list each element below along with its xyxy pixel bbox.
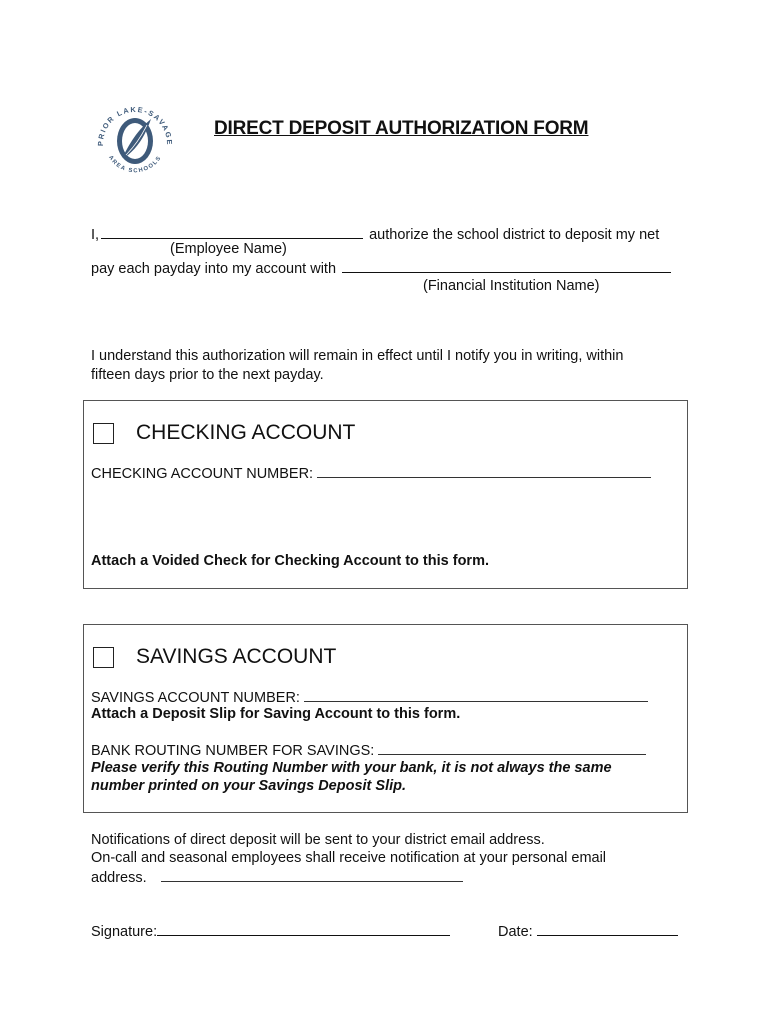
intro-prefix: I, [91,227,100,243]
notifications-line-1: Notifications of direct deposit will be sent to your district email address. [91,832,545,848]
checking-number-field[interactable] [317,463,651,478]
checking-number-line [91,463,651,483]
employee-name-label: (Employee Name) [170,241,287,257]
authorize-text: authorize the school district to deposit my net [369,227,660,243]
savings-account-heading: SAVINGS ACCOUNT [136,645,337,668]
savings-attach-note: Attach a Deposit Slip for Saving Account to this form. [91,706,461,722]
routing-verify-line-1: Please verify this Routing Number with your bank, it is not always the same [91,760,612,776]
notifications-line-2: On-call and seasonal employees shall receive notification at your personal email [91,850,607,866]
payday-text: pay each payday into my account with [91,261,337,277]
employee-name-field[interactable] [101,224,363,239]
understand-line-1: I understand this authorization will remain in effect until I notify you in writing, within [91,348,624,364]
checking-account-checkbox[interactable] [93,423,114,444]
understand-line-2: fifteen days prior to the next payday. [91,367,324,383]
institution-line [91,258,671,278]
routing-number-label: BANK ROUTING NUMBER FOR SAVINGS: [91,743,375,759]
institution-label: (Financial Institution Name) [423,278,600,294]
date-line [498,921,678,941]
checking-number-label: CHECKING ACCOUNT NUMBER: [91,466,314,482]
checking-account-section [83,400,688,589]
personal-email-field[interactable] [161,867,463,882]
signature-line [91,921,450,941]
savings-account-section [83,624,688,813]
date-field[interactable] [537,921,678,936]
institution-name-field[interactable] [342,258,671,273]
savings-account-checkbox[interactable] [93,647,114,668]
routing-number-field[interactable] [378,740,646,755]
savings-number-line [91,687,648,707]
district-logo [90,97,180,187]
routing-number-line [91,740,646,760]
form-title: DIRECT DEPOSIT AUTHORIZATION FORM [214,118,589,139]
savings-number-field[interactable] [304,687,648,702]
date-label: Date: [498,924,533,940]
checking-attach-note: Attach a Voided Check for Checking Account to this form. [91,553,489,569]
savings-number-label: SAVINGS ACCOUNT NUMBER: [91,690,300,706]
checking-account-heading: CHECKING ACCOUNT [136,421,356,444]
logo-bottom-text: AREA SCHOOLS [107,154,163,175]
logo-top-text: PRIOR LAKE-SAVAGE [95,104,175,147]
signature-field[interactable] [157,921,450,936]
address-label: address. [91,870,147,886]
signature-label: Signature: [91,924,158,940]
routing-verify-line-2: number printed on your Savings Deposit Slip. [91,778,407,794]
address-line [91,867,463,887]
